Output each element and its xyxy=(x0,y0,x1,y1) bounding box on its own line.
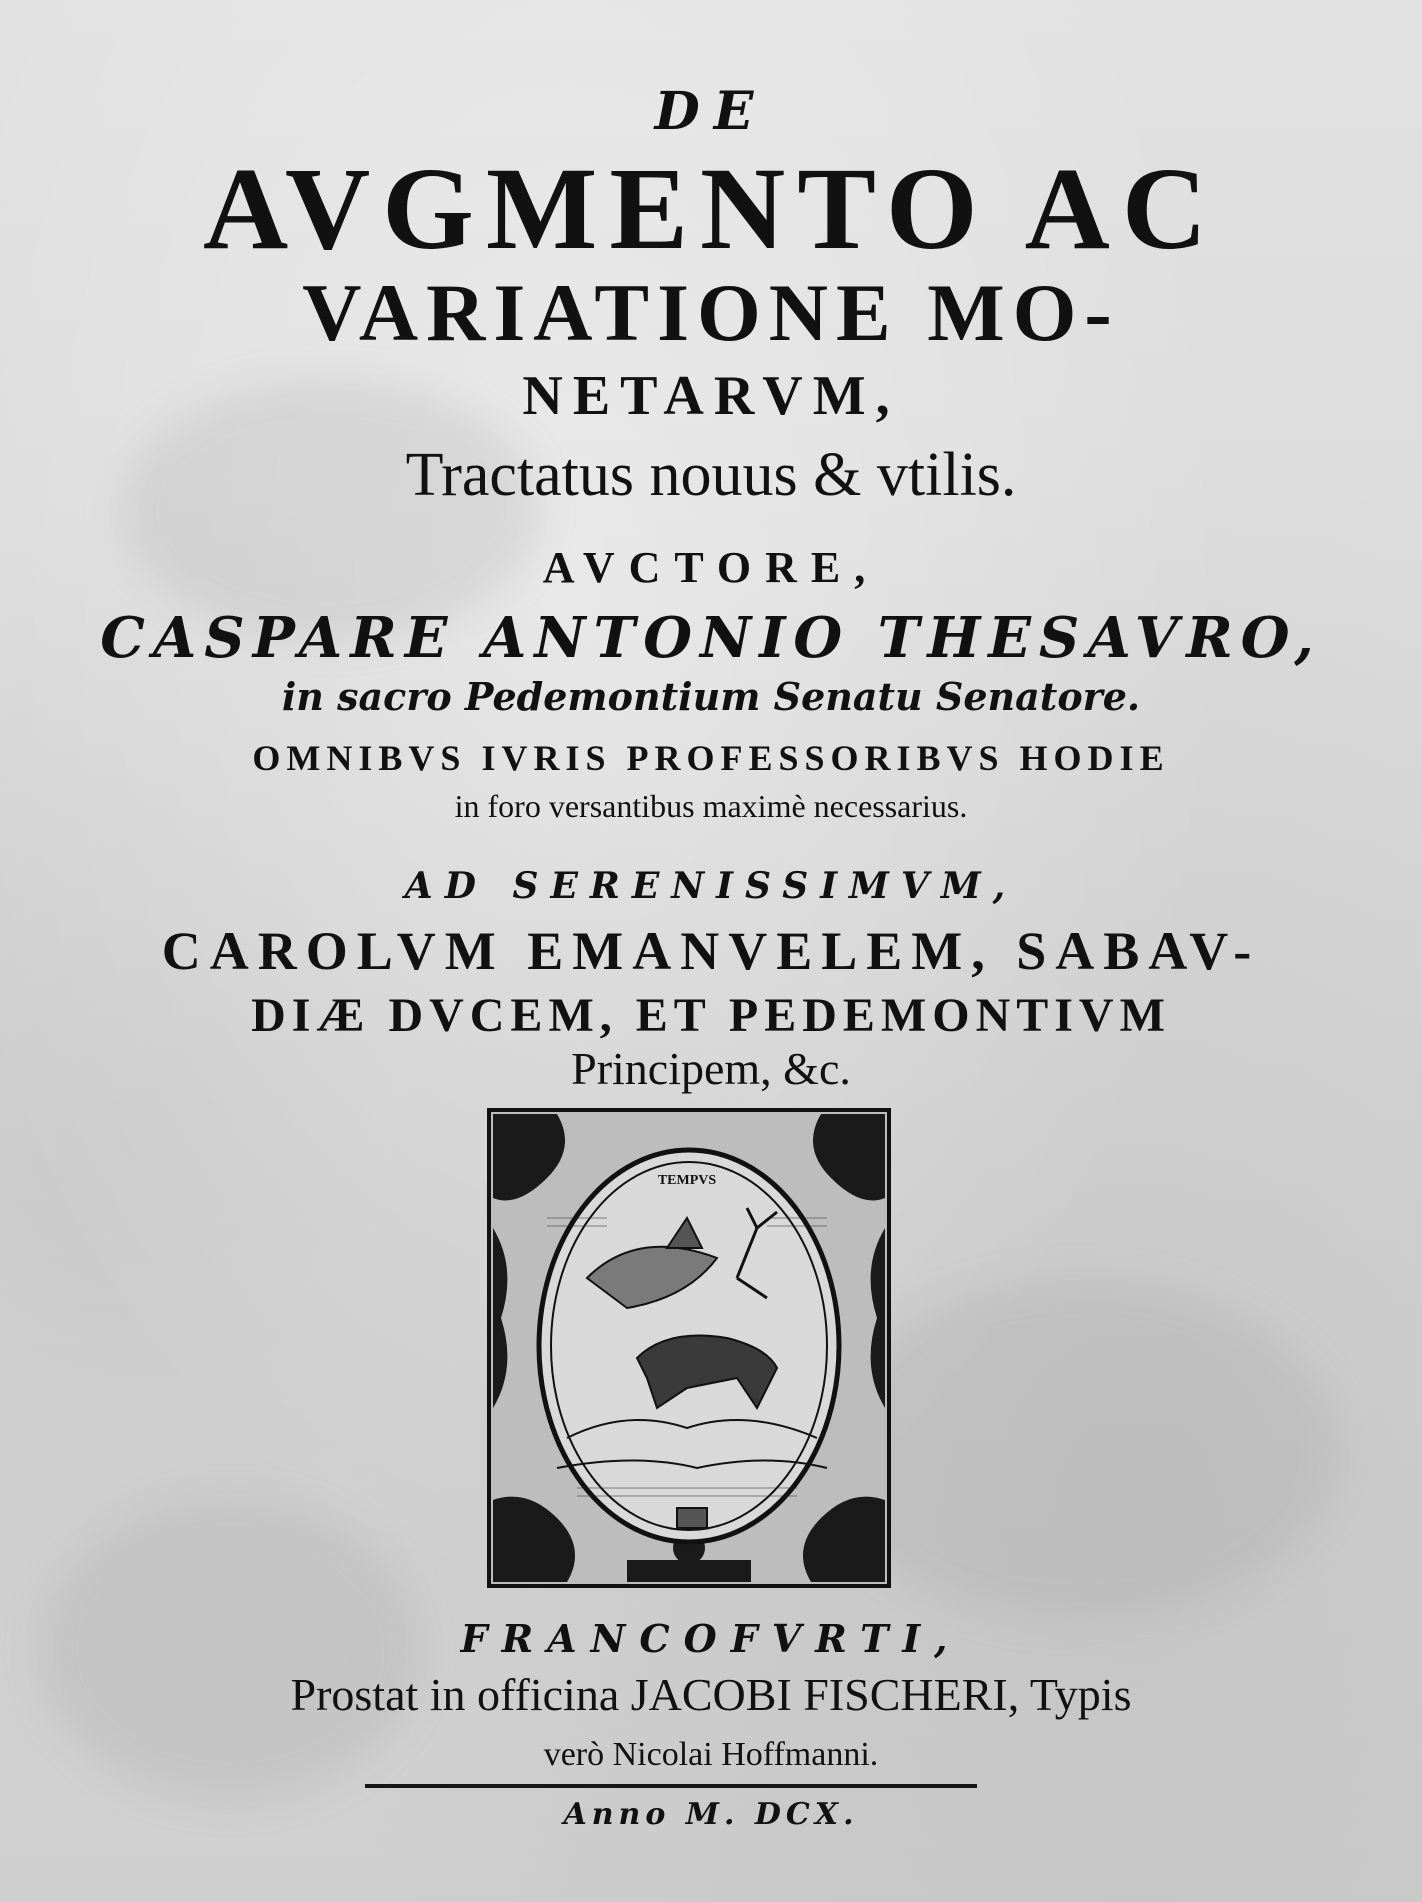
dedicatee-name: CAROLVM EMANVELEM, SABAV- xyxy=(161,921,1261,981)
audience-subline: in foro versantibus maximè necessarius. xyxy=(454,788,968,824)
title-line-augmento: AVGMENTO AC xyxy=(202,143,1220,274)
subtitle-tractatus: Tractatus nouus & vtilis. xyxy=(405,441,1017,509)
author-title: in sacro Pedemontium Senatu Senatore. xyxy=(281,674,1141,719)
title-line-netarum: NETARVM, xyxy=(522,365,900,427)
dedicatee-title: DIÆ DVCEM, ET PEDEMONTIVM xyxy=(251,989,1171,1042)
paper-stain xyxy=(820,1280,1340,1620)
auctore-label: AVCTORE, xyxy=(542,543,880,592)
imprint-place: FRANCOFVRTI, xyxy=(460,1616,962,1661)
imprint-printer: verò Nicolai Hoffmanni. xyxy=(543,1736,879,1773)
imprint-publisher: Prostat in officina JACOBI FISCHERI, Typis xyxy=(290,1669,1132,1720)
author-name: CASPARE ANTONIO THESAVRO, xyxy=(100,605,1322,671)
dedication-line: AD SERENISSIMVM, xyxy=(404,865,1018,907)
device-motto: TEMPVS xyxy=(657,1173,717,1188)
printer-device-woodcut xyxy=(487,1108,891,1588)
dedicatee-principem: Principem, &c. xyxy=(571,1043,851,1094)
imprint-rule xyxy=(365,1784,977,1788)
title-line-de: DE xyxy=(654,81,768,142)
title-line-variatione: VARIATIONE MO- xyxy=(302,267,1120,358)
audience-line: OMNIBVS IVRIS PROFESSORIBVS HODIE xyxy=(252,738,1170,778)
imprint-year: Anno M. DCX. xyxy=(563,1797,859,1832)
